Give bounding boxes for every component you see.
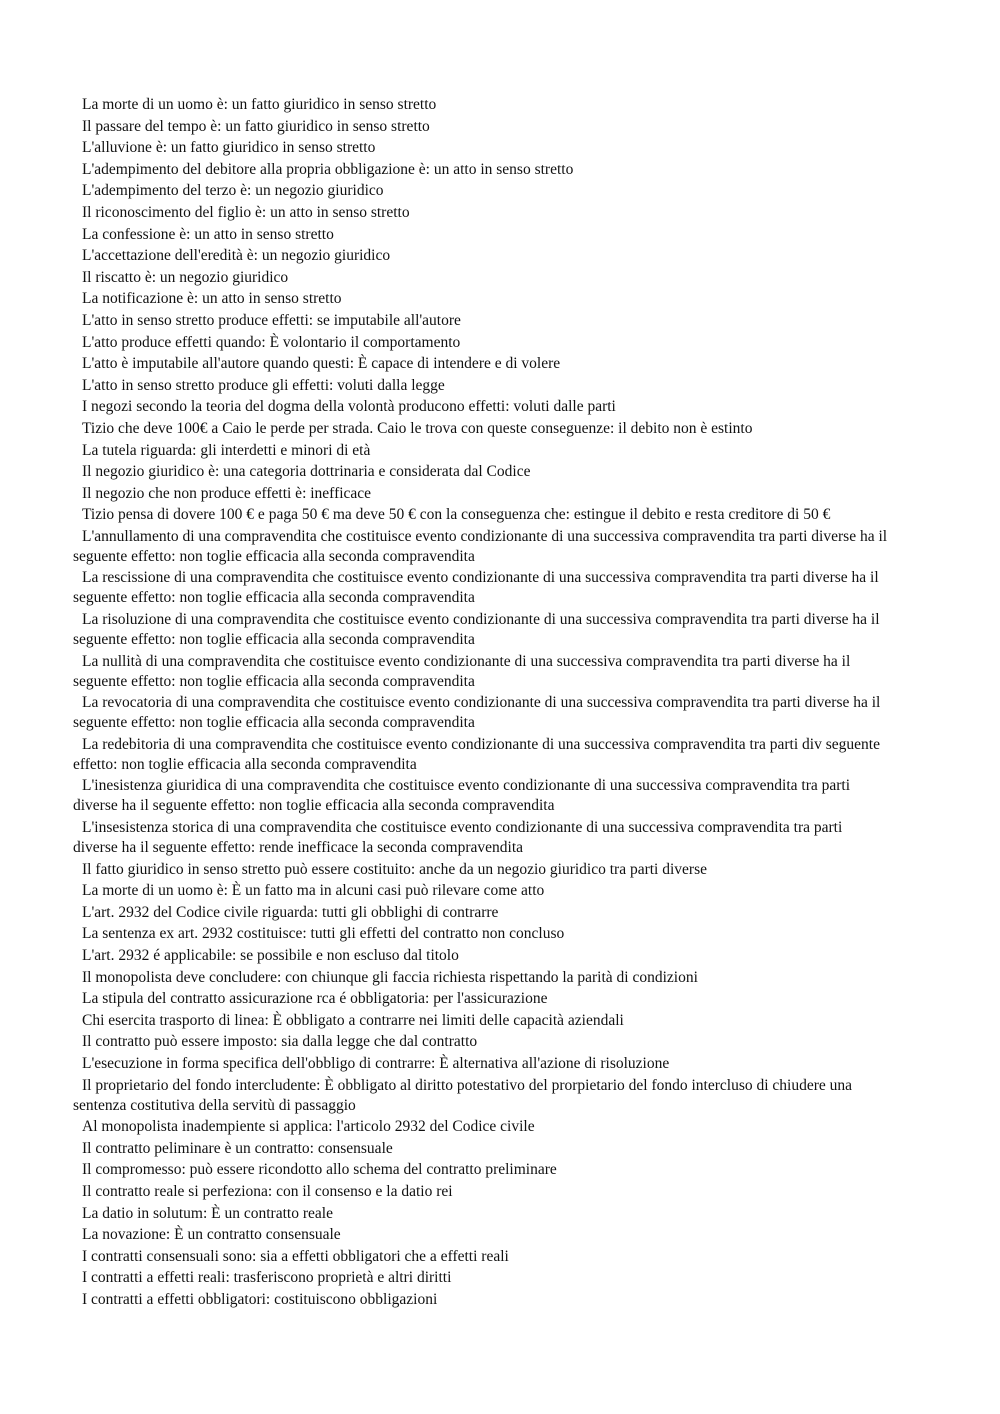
text-line: La notificazione è: un atto in senso stretto	[82, 290, 342, 308]
text-line: Il negozio giuridico è: una categoria dottrinaria e considerata dal Codice	[82, 463, 531, 481]
text-line: L'annullamento di una compravendita che costituisce evento condizionante di una successiva compravendita tra parti diverse ha il seguente effetto: non toglie efficacia alla seconda compravendita	[73, 527, 888, 565]
text-line: L'adempimento del terzo è: un negozio giuridico	[82, 182, 384, 200]
text-line: L'accettazione dell'eredità è: un negozio giuridico	[82, 247, 391, 265]
text-line: La sentenza ex art. 2932 costituisce: tutti gli effetti del contratto non concluso	[82, 925, 565, 943]
text-line: La revocatoria di una compravendita che costituisce evento condizionante di una successiva compravendita tra parti diverse ha il seguente effetto: non toglie efficacia alla seconda compravendita	[73, 694, 881, 732]
text-line: Il negozio che non produce effetti è: inefficace	[82, 484, 372, 502]
text-line: I negozi secondo la teoria del dogma della volontà producono effetti: voluti dalle parti	[82, 398, 616, 416]
text-line: Il riconoscimento del figlio è: un atto in senso stretto	[82, 203, 410, 221]
text-line: L'esecuzione in forma specifica dell'obbligo di contrarre: È alternativa all'azione di risoluzione	[82, 1054, 670, 1072]
text-line: L'atto è imputabile all'autore quando questi: È capace di intendere e di volere	[82, 355, 561, 373]
text-line: Il riscatto è: un negozio giuridico	[82, 268, 289, 286]
text-line: La confessione è: un atto in senso stretto	[82, 225, 334, 243]
text-line: Il proprietario del fondo intercludente: È obbligato al diritto potestativo del prorpietario del fondo intercluso di chiudere una sentenza costitutiva della servitù di passaggio	[73, 1076, 853, 1114]
text-line: I contratti a effetti obbligatori: costituiscono obbligazioni	[82, 1290, 438, 1308]
text-line: La stipula del contratto assicurazione rca é obbligatoria: per l'assicurazione	[82, 990, 548, 1008]
text-line: La nullità di una compravendita che costituisce evento condizionante di una successiva compravendita tra parti diverse ha il seguente effetto: non toglie efficacia alla seconda compravendita	[73, 652, 851, 690]
text-line: L'adempimento del debitore alla propria obbligazione è: un atto in senso stretto	[82, 160, 574, 178]
text-line: Tizio che deve 100€ a Caio le perde per strada. Caio le trova con queste conseguenze: il debito non è estinto	[82, 419, 753, 437]
text-line: Il contratto può essere imposto: sia dalla legge che dal contratto	[82, 1033, 478, 1051]
text-line: La risoluzione di una compravendita che costituisce evento condizionante di una successiva compravendita tra parti diverse ha il seguente effetto: non toglie efficacia alla seconda compravendita	[73, 611, 880, 649]
text-line: La datio in solutum: È un contratto reale	[82, 1204, 333, 1222]
text-line: La morte di un uomo è: È un fatto ma in alcuni casi può rilevare come atto	[82, 882, 545, 900]
text-line: La redebitoria di una compravendita che costituisce evento condizionante di una successiva compravendita tra parti div seguente effetto: non toglie efficacia alla seconda compravendita	[73, 735, 880, 773]
text-line: Chi esercita trasporto di linea: È obbligato a contrarre nei limiti delle capacità aziendali	[82, 1011, 624, 1029]
text-line: L'insesistenza storica di una compravendita che costituisce evento condizionante di una successiva compravendita tra parti diverse ha il seguente effetto: rende inefficace la seconda compravendita	[73, 819, 843, 857]
text-line: Il fatto giuridico in senso stretto può essere costituito: anche da un negozio giuridico tra parti diverse	[82, 860, 707, 878]
text-line: La tutela riguarda: gli interdetti e minori di età	[82, 441, 371, 459]
text-line: Tizio pensa di dovere 100 € e paga 50 € ma deve 50 € con la conseguenza che: estingue il debito e resta creditore di 50 €	[82, 506, 831, 524]
text-line: L'alluvione è: un fatto giuridico in senso stretto	[82, 139, 376, 157]
text-line: L'atto in senso stretto produce effetti: se imputabile all'autore	[82, 311, 461, 329]
text-line: Il compromesso: può essere ricondotto allo schema del contratto preliminare	[82, 1161, 557, 1179]
text-line: Al monopolista inadempiente si applica: l'articolo 2932 del Codice civile	[82, 1118, 535, 1136]
text-line: Il contratto peliminare è un contratto: consensuale	[82, 1139, 393, 1157]
text-line: I contratti consensuali sono: sia a effetti obbligatori che a effetti reali	[82, 1247, 509, 1265]
text-line: Il passare del tempo è: un fatto giuridico in senso stretto	[82, 117, 430, 135]
text-line: L'art. 2932 del Codice civile riguarda: tutti gli obblighi di contrarre	[82, 903, 499, 921]
document-body	[73, 95, 888, 1312]
text-line: Il contratto reale si perfeziona: con il consenso e la datio rei	[82, 1182, 453, 1200]
text-line: L'inesistenza giuridica di una compravendita che costituisce evento condizionante di una successiva compravendita tra parti diverse ha il seguente effetto: non toglie efficacia alla seconda compravendita	[73, 777, 851, 815]
text-line: La novazione: È un contratto consensuale	[82, 1226, 341, 1244]
text-line: L'atto in senso stretto produce gli effetti: voluti dalla legge	[82, 376, 445, 394]
text-line: La rescissione di una compravendita che costituisce evento condizionante di una successiva compravendita tra parti diverse ha il seguente effetto: non toglie efficacia alla seconda compravendita	[73, 569, 879, 607]
text-line: I contratti a effetti reali: trasferiscono proprietà e altri diritti	[82, 1269, 452, 1287]
text-line: La morte di un uomo è: un fatto giuridico in senso stretto	[82, 96, 437, 113]
text-line: L'art. 2932 é applicabile: se possibile e non escluso dal titolo	[82, 947, 459, 964]
text-line: Il monopolista deve concludere: con chiunque gli faccia richiesta rispettando la parità di condizioni	[82, 968, 698, 986]
text-line: L'atto produce effetti quando: È volontario il comportamento	[82, 333, 461, 351]
